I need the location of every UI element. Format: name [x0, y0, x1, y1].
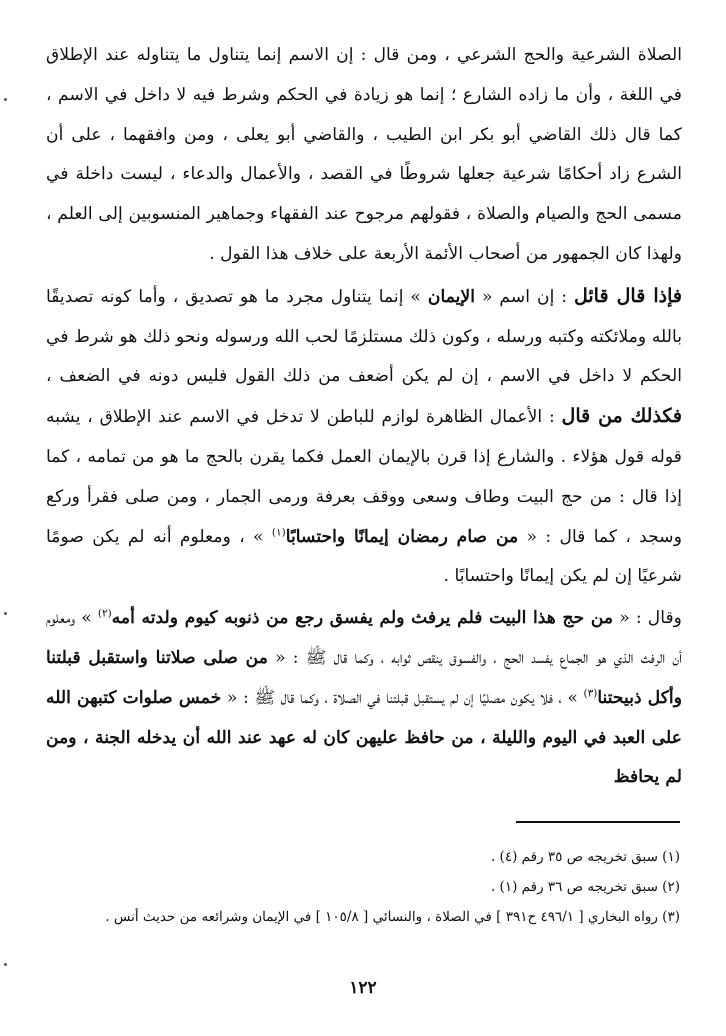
paragraph-1-text: الصلاة الشرعية والحج الشرعي ، ومن قال : إن الاسم إنما يتناول ما يتناوله عند الإطلاق في اللغة ، وأن ما زاده الشارع ؛ إنما هو زيادة في الحكم وشرط فيه لا داخل في الاسم ، كما قال ذلك القاضي أبو بكر ابن الطيب ، والقاضي أبو يعلى ، ومن وافقهما ، على أن الشرع زاد أحكامًا شرعية جعلها شروطًا في القصد ، والأعمال والدعاء ، ليست داخلة في مسمى الحج والصيام والصلاة ، فقولهم مرجوح عند الفقهاء وجماهير المنسوبين إلى العلم ، ولهذا كان الجمهور من أصحاب الأئمة الأربعة على خلاف هذا القول . [46, 45, 682, 264]
hadith-five-prayers: خمس صلوات كتبهن الله على العبد في اليوم والليلة ، من حافظ عليهن كان له عهد عند الله أن يدخله الجنة ، ومن لم يحافظ [46, 687, 682, 788]
main-text [46, 36, 682, 798]
footnote-ref-1: (١) [271, 525, 286, 538]
footnotes [46, 842, 680, 930]
scan-mark [4, 963, 7, 966]
paragraph-3-text-a: وقال : « [613, 608, 682, 629]
footnote-ref-3: (٣) [583, 687, 598, 700]
hadith-salat: من صلى صلاتنا واستقبل قبلتنا وأكل ذبيحتنا [46, 647, 682, 708]
footnote-divider [516, 821, 680, 823]
page-number: ١٢٢ [349, 978, 377, 998]
paragraph-2-lead-2: فكذلك من قال [561, 405, 682, 428]
paragraph-3-text-c: » ، فلا يكون مصليًا إن لم يستقبل قبلتنا في الصلاة ، وكما قال ﷺ : « [221, 687, 584, 708]
paragraph-3 [46, 599, 682, 798]
paragraph-2-text-d: » ، ومعلوم أنه لم يكن صومًا شرعيًا إن لم يكن إيمانًا واحتسابًا . [46, 526, 682, 587]
paragraph-2 [46, 277, 682, 597]
footnote-3: (٣) رواه البخاري [ ٤٩٦/١ ح٣٩١ ] في الصلاة ، والنسائي [ ١٠٥/٨ ] في الإيمان وشرائعه من حديث أنس . [105, 909, 680, 925]
term-iman: الإيمان [427, 286, 476, 307]
paragraph-2-text-c: : الأعمال الظاهرة لوازم للباطن لا تدخل في الاسم عند الإطلاق ، يشبه قوله قول هؤلاء . والشارع إذا قرن بالإيمان العمل فكما يقرن بالحج ما هو من تمامه ، كما إذا قال : من حج البيت وطاف وسعى ووقف بعرفة ورمى الجمار ، ومن صلى فقرأ وركع وسجد ، كما قال : « [46, 407, 683, 547]
paragraph-2-text-b: » إنما يتناول مجرد ما هو تصديق ، وأما كونه تصديقًا بالله وملائكته وكتبه ورسله ، وكون ذلك مستلزمًا لحب الله ورسوله ونحو ذلك هو شرط في الحكم لا داخل في الاسم ، إن لم يكن أضعف من ذلك القول فليس دونه في الضعف ، [46, 286, 682, 387]
footnote-1: (١) سبق تخريجه ص ٣٥ رقم (٤) . [490, 849, 680, 865]
hadith-hajj: من حج هذا البيت فلم يرفث ولم يفسق رجع من ذنوبه كيوم ولدته أمه [111, 608, 614, 629]
paragraph-3-text-b: » ومعلوم أن الرفث الذي هو الجماع يفسد الحج ، والفسوق ينقص ثوابه ، وكما قال ﷺ : « [46, 608, 682, 668]
footnote-ref-2: (٢) [97, 607, 112, 620]
scan-mark [4, 98, 7, 101]
footnote-2: (٢) سبق تخريجه ص ٣٦ رقم (١) . [490, 879, 680, 895]
hadith-ramadan: من صام رمضان إيمانًا واحتسابًا [285, 526, 519, 547]
scan-mark [4, 612, 7, 615]
paragraph-2-lead: فإذا قال قائل [574, 284, 682, 307]
paragraph-2-text-a: : إن اسم « [475, 286, 574, 307]
paragraph-1 [46, 36, 682, 275]
